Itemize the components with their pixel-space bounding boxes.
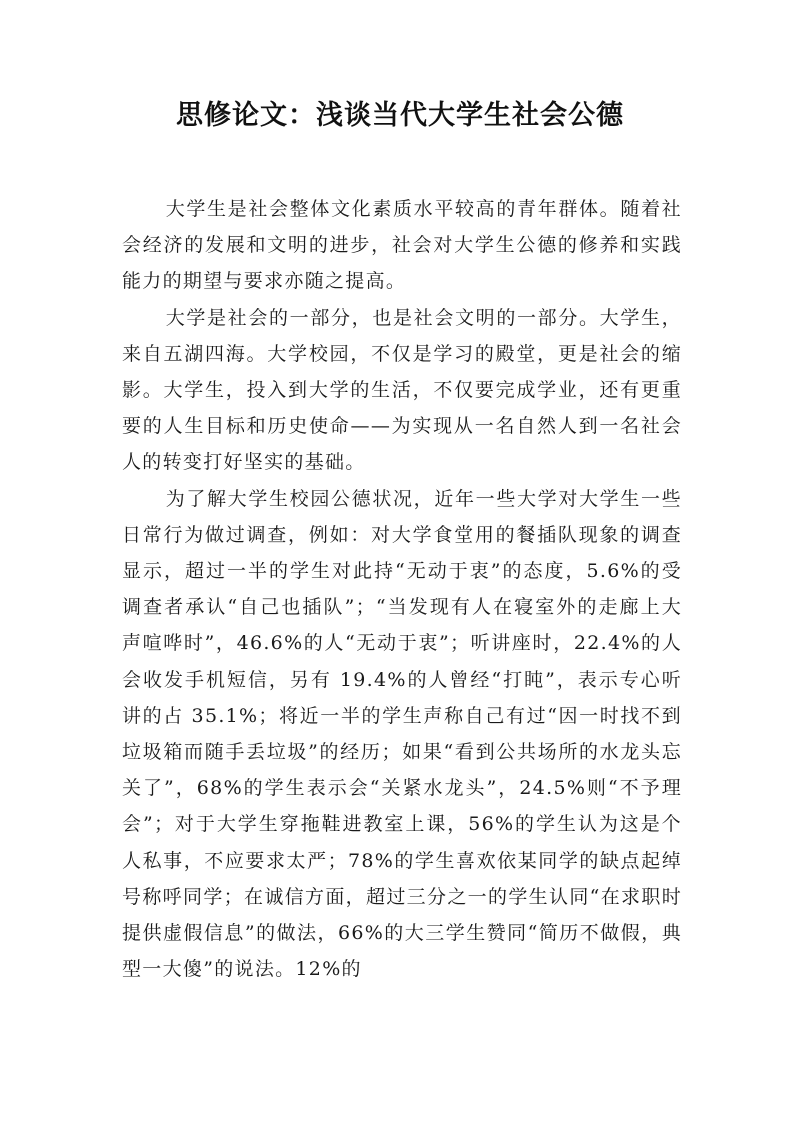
document-body [122,191,682,987]
paragraph-2: 大学是社会的一部分，也是社会文明的一部分。大学生，来自五湖四海。大学校园，不仅是学习的殿堂，更是社会的缩影。大学生，投入到大学的生活，不仅要完成学业，还有更重要的人生目标和历史使命——为实现从一名自然人到一名社会人的转变打好坚实的基础。 [122,306,682,474]
document-title: 思修论文：浅谈当代大学生社会公德 [176,100,624,131]
paragraph-1: 大学生是社会整体文化素质水平较高的青年群体。随着社会经济的发展和文明的进步，社会对大学生公德的修养和实践能力的期望与要求亦随之提高。 [122,198,682,293]
paragraph-3: 为了解大学生校园公德状况，近年一些大学对大学生一些日常行为做过调查，例如：对大学食堂用的餐插队现象的调查显示，超过一半的学生对此持“无动于衷”的态度，5.6%的受调查者承认“自己也插队”；“当发现有人在寝室外的走廊上大声喧哗时”，46.6%的人“无动于衷”；听讲座时，22.4%的人会收发手机短信，另有 19.4%的人曾经“打盹”，表示专心听讲的占 35.1%；将近一半的学生声称自己有过“因一时找不到垃圾箱而随手丢垃圾”的经历；如果“看到公共场所的水龙头忘关了”，68%的学生表示会“关紧水龙头”，24.5%则“不予理会”；对于大学生穿拖鞋进教室上课，56%的学生认为这是个人私事，不应要求太严；78%的学生喜欢依某同学的缺点起绰号称呼同学；在诚信方面，超过三分之一的学生认同“在求职时提供虚假信息”的做法，66%的大三学生赞同“简历不做假，典型一大傻”的说法。12%的 [122,487,682,981]
